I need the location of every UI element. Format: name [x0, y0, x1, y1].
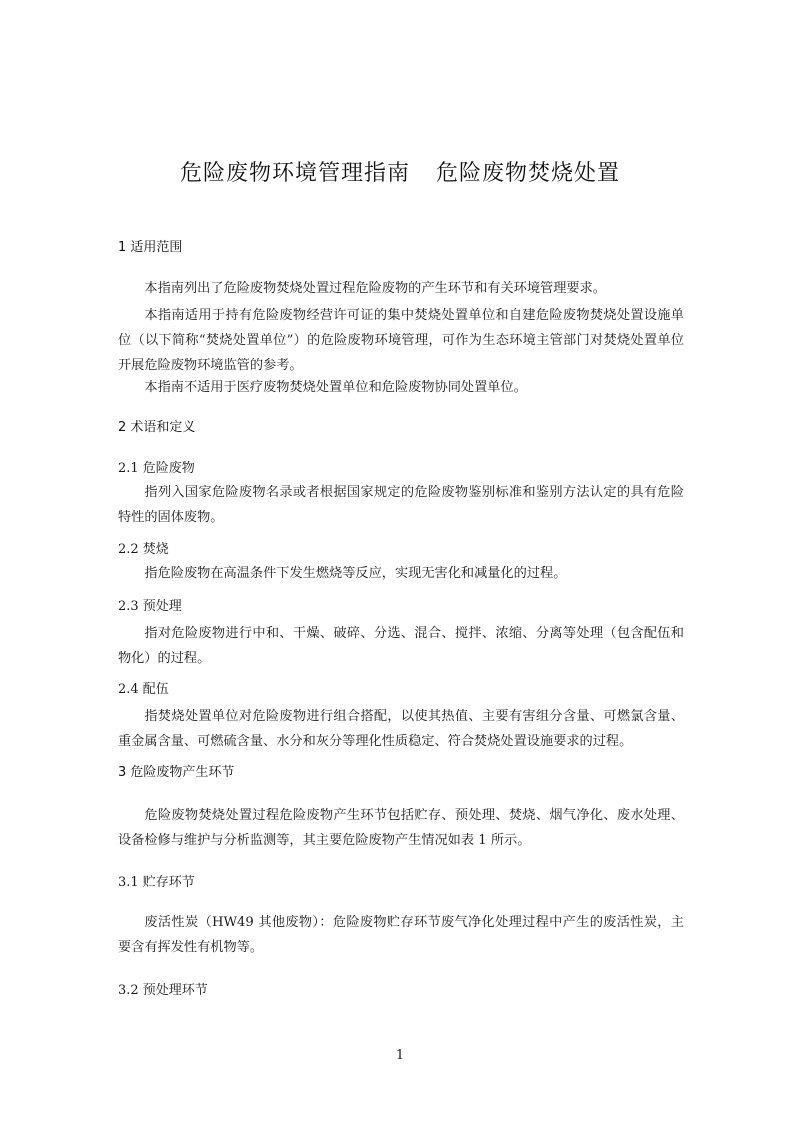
definition-2-1-text: 指列入国家危险废物名录或者根据国家规定的危险废物鉴别标准和鉴别方法认定的具有危险特性的固体废物。 — [118, 485, 684, 525]
section-3-heading: 3 危险废物产生环节 — [118, 765, 235, 780]
definition-2-3-heading: 2.3 预处理 — [118, 599, 182, 614]
title-part-2: 危险废物焚烧处置 — [436, 161, 621, 186]
definition-2-1-heading: 2.1 危险废物 — [118, 461, 195, 476]
definition-2-4-heading: 2.4 配伍 — [118, 682, 169, 697]
section-3-2-heading: 3.2 预处理环节 — [118, 983, 208, 998]
section-1-paragraph-2: 本指南适用于持有危险废物经营许可证的集中焚烧处置单位和自建危险废物焚烧处置设施单位（以下简称“焚烧处置单位”）的危险废物环境管理，可作为生态环境主管部门对焚烧处置单位开展危险废物环境监管的参考。 — [118, 308, 684, 373]
section-3-1-heading: 3.1 贮存环节 — [118, 875, 195, 890]
definition-2-2-text: 指危险废物在高温条件下发生燃烧等反应，实现无害化和减量化的过程。 — [144, 566, 567, 581]
section-2-heading: 2 术语和定义 — [118, 420, 196, 435]
section-1-paragraph-1: 本指南列出了危险废物焚烧处置过程危险废物的产生环节和有关环境管理要求。 — [144, 281, 606, 296]
title-part-1: 危险废物环境管理指南 — [179, 161, 410, 186]
document-title — [0, 156, 800, 187]
page-number: 1 — [395, 1048, 405, 1063]
section-1-paragraph-3: 本指南不适用于医疗废物焚烧处置单位和危险废物协同处置单位。 — [144, 380, 527, 395]
definition-2-3-text: 指对危险废物进行中和、干燥、破碎、分选、混合、搅拌、浓缩、分离等处理（包含配伍和物化）的过程。 — [118, 626, 684, 666]
section-1-heading: 1 适用范围 — [118, 240, 183, 255]
definition-2-4-text: 指焚烧处置单位对危险废物进行组合搭配，以使其热值、主要有害组分含量、可燃氯含量、重金属含量、可燃硫含量、水分和灰分等理化性质稳定、符合焚烧处置设施要求的过程。 — [118, 709, 684, 749]
section-3-paragraph-1: 危险废物焚烧处置过程危险废物产生环节包括贮存、预处理、焚烧、烟气净化、废水处理、设备检修与维护与分析监测等，其主要危险废物产生情况如表 1 所示。 — [118, 808, 684, 848]
definition-2-2-heading: 2.2 焚烧 — [118, 542, 169, 557]
section-3-1-text: 废活性炭（HW49 其他废物）：危险废物贮存环节废气净化处理过程中产生的废活性炭，主要含有挥发性有机物等。 — [118, 915, 684, 955]
